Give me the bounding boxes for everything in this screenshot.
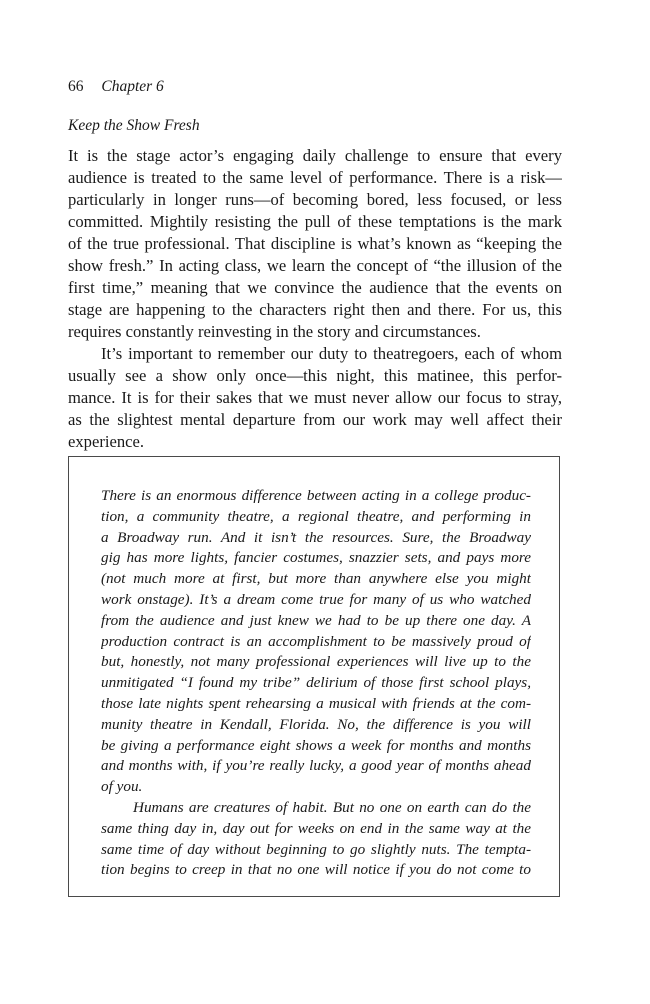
quote-line: production contract is an accomplishment to be massively proud of [101,632,531,650]
body-line: It is the stage actor’s engaging daily challenge to ensure that every [68,146,562,165]
body-line: usually see a show only once—this night, this matinee, this perfor- [68,366,562,385]
body-line: committed. Mightily resisting the pull of these temptations is the mark [68,212,562,231]
body-text [68,145,562,453]
quote-line: work onstage). It’s a dream come true for many of us who watched [101,590,531,608]
quote-line: (not much more at first, but more than anywhere else you might [101,570,531,588]
quote-text [101,486,531,881]
quote-line: be giving a performance eight shows a week for months and months [101,736,531,754]
quote-line: munity theatre in Kendall, Florida. No, the difference is you will [101,715,531,733]
quote-paragraph-2 [101,798,531,881]
quote-line: tion, a community theatre, a regional theatre, and performing in [101,507,531,525]
chapter-label: Chapter 6 [101,78,164,95]
quote-line: and months with, if you’re really lucky, a good year of months ahead [101,757,531,775]
body-line: It’s important to remember our duty to theatregoers, each of whom [101,344,562,363]
body-line: experience. [68,432,145,451]
quote-line: There is an enormous difference between acting in a college produc- [101,487,531,504]
body-line: mance. It is for their sakes that we must never allow our focus to stray, [68,388,562,407]
body-line: first time,” meaning that we convince the audience that the events on [68,278,562,297]
quote-box [68,456,560,897]
quote-line: Humans are creatures of habit. But no one on earth can do the [133,798,531,816]
quote-line: same time of day without beginning to go slightly nuts. The tempta- [101,840,531,858]
quote-paragraph-1 [101,486,531,798]
quote-line: a Broadway run. And it isn’t the resources. Sure, the Broadway [101,528,531,546]
body-line: particularly in longer runs—of becoming bored, less focused, or less [68,190,562,209]
quote-line: but, honestly, not many professional experiences will live up to the [101,653,531,671]
body-line: requires constantly reinvesting in the story and circumstances. [68,322,481,341]
running-head [68,77,164,97]
body-line: stage are happening to the characters right then and there. For us, this [68,300,562,319]
body-line: of the true professional. That discipline is what’s known as “keeping the [68,234,562,253]
body-line: as the slightest mental departure from our work may well affect their [68,410,562,429]
quote-line: unmitigated “I found my tribe” delirium of those first school plays, [101,674,531,692]
body-line: audience is treated to the same level of performance. There is a risk— [68,168,562,187]
body-paragraph-2 [68,343,562,453]
body-line: show fresh.” In acting class, we learn the concept of “the illusion of the [68,256,562,275]
quote-line: same thing day in, day out for weeks on end in the same way at the [101,819,531,837]
body-paragraph-1 [68,145,562,343]
section-heading: Keep the Show Fresh [68,117,200,134]
quote-line: tion begins to creep in that no one will notice if you do not come to [101,861,531,879]
quote-line: of you. [101,778,143,796]
quote-line: gig has more lights, fancier costumes, snazzier sets, and pays more [101,549,531,567]
quote-line: from the audience and just knew we had to be up there one day. A [101,611,531,629]
page-number: 66 [68,78,84,95]
quote-line: those late nights spent rehearsing a musical with friends at the com- [101,694,531,712]
